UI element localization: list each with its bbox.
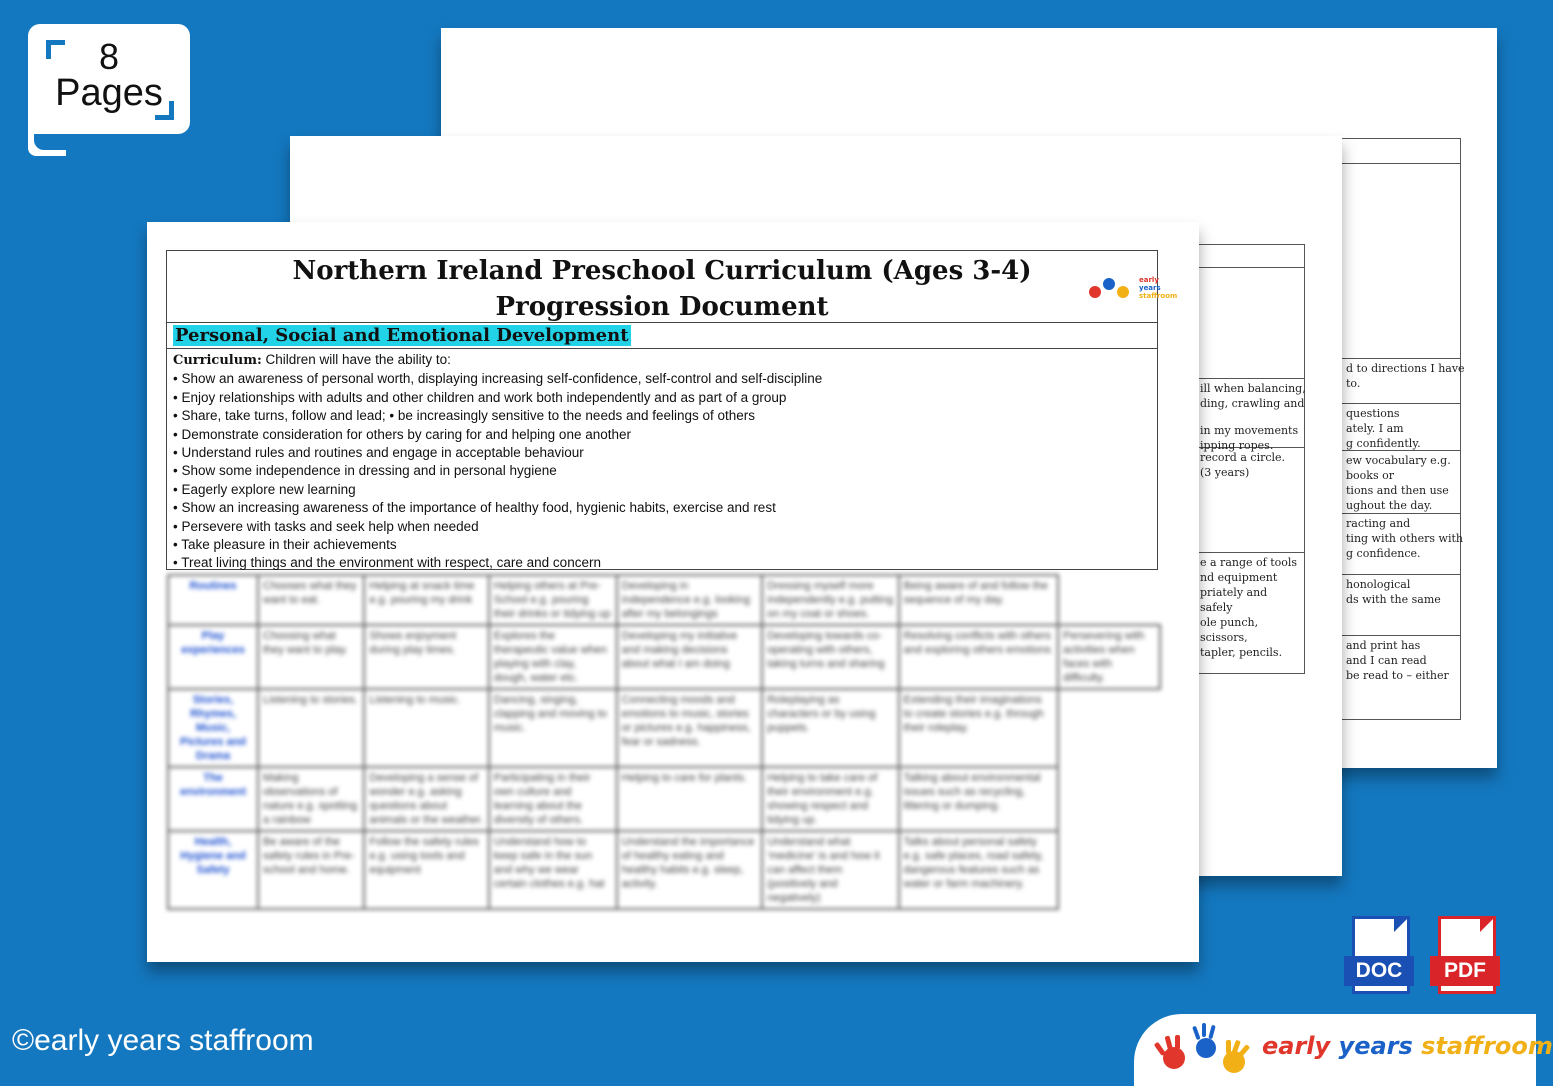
curriculum-intro: Children will have the ability to:	[265, 352, 451, 367]
table-cell: Making observations of nature e.g. spotting a rainbow	[258, 767, 364, 831]
preview-page-front	[147, 222, 1199, 962]
peek-text: ding, crawling and	[1200, 397, 1305, 410]
brand-word-staffroom: staffroom	[1421, 1032, 1553, 1060]
peek-text: and print has	[1346, 639, 1421, 652]
curriculum-block	[167, 349, 1157, 575]
table-cell: Listening to stories.	[258, 689, 364, 767]
small-logo-hand-red	[1089, 286, 1101, 298]
page-count-badge	[28, 24, 190, 134]
blurred-progression-table	[167, 574, 1161, 904]
small-logo-icon	[1087, 272, 1177, 308]
back-page-table	[1341, 138, 1465, 720]
small-logo-word-2: years	[1139, 284, 1161, 292]
table-cell: Resolving conflicts with others and exploring others emotions	[899, 625, 1059, 689]
pdf-file-icon	[1430, 916, 1500, 1006]
section-title: Personal, Social and Emotional Development	[175, 325, 629, 346]
table-cell: Understand what 'medicine' is and how it can affect them (positively and negatively)	[762, 831, 898, 909]
peek-text: ipping ropes.	[1200, 439, 1274, 452]
table-cell: Being aware of and follow the sequence of my day.	[899, 575, 1059, 625]
curriculum-bullet: • Show an increasing awareness of the importance of healthy food, hygienic habits, exercise and rest	[173, 500, 776, 516]
peek-text: (3 years)	[1200, 466, 1250, 479]
table-cell: Helping others at Pre-School e.g. pouring their drinks or tidying up	[489, 575, 617, 625]
peek-text: record a circle.	[1200, 451, 1286, 464]
peek-text: tapler, pencils.	[1200, 646, 1283, 659]
table-cell: Choosing what they want to play.	[258, 625, 364, 689]
curriculum-bullet: • Persevere with tasks and seek help when needed	[173, 518, 479, 534]
small-logo-hand-blue	[1103, 278, 1115, 290]
curriculum-bullet: • Share, take turns, follow and lead; • be increasingly sensitive to the needs and feelings of others	[173, 408, 756, 424]
table-cell: Developing in independence e.g. looking after my belongings	[617, 575, 763, 625]
page-count: 8	[98, 36, 120, 77]
peek-text: racting and	[1346, 517, 1411, 530]
curriculum-bullet: • Eagerly explore new learning	[173, 481, 356, 497]
peek-text: in my movements	[1200, 424, 1299, 437]
curriculum-bullet: • Show an awareness of personal worth, displaying increasing self-confidence, self-control and self-discipline	[173, 371, 823, 387]
table-cell: Helping to care for plants.	[617, 767, 763, 831]
peek-text: nd equipment	[1200, 571, 1278, 584]
small-logo-hand-yellow	[1117, 286, 1129, 298]
table-cell: Dressing myself more independently e.g. putting on my coat or shoes.	[762, 575, 898, 625]
small-logo-word-1: early	[1139, 276, 1159, 284]
brand-word-early: early	[1262, 1032, 1331, 1060]
table-row	[168, 689, 1160, 767]
table-cell: Developing a sense of wonder e.g. asking questions about animals or the weather.	[364, 767, 488, 831]
section-header	[167, 323, 1157, 349]
peek-text: priately and safely	[1200, 586, 1268, 614]
peek-text: ew vocabulary e.g.	[1346, 454, 1451, 467]
document-title: Northern Ireland Preschool Curriculum (Ages 3-4) Progression Document	[167, 251, 1157, 323]
doc-label: DOC	[1344, 956, 1414, 986]
peek-text: e a range of tools	[1200, 556, 1298, 569]
red-hand-icon	[1154, 1035, 1185, 1069]
table-cell: Helping at snack time e.g. pouring my drink	[364, 575, 488, 625]
table-cell: Explores the therapeutic value when playing with clay, dough, water etc.	[489, 625, 617, 689]
peek-text: to.	[1346, 377, 1361, 390]
table-cell: Follow the safety rules e.g. using tools and equipment	[364, 831, 488, 909]
table-cell: Understand how to keep safe in the sun and why we wear certain clothes e.g. hat	[489, 831, 617, 909]
table-cell: Listening to music.	[364, 689, 488, 767]
peek-text: ill when balancing,	[1200, 382, 1306, 395]
curriculum-bullet: • Show some independence in dressing and in personal hygiene	[173, 463, 557, 479]
table-cell: Understand the importance of healthy eating and healthy habits e.g. sleep, activity.	[617, 831, 763, 909]
page-count-label: Pages	[55, 72, 163, 114]
peek-text: ole punch, scissors,	[1200, 616, 1259, 644]
peek-text: honological	[1346, 578, 1411, 591]
row-header: Health, Hygiene and Safety	[168, 831, 258, 909]
row-header: Routines	[168, 575, 258, 625]
table-cell: Developing towards co-operating with others, taking turns and sharing	[762, 625, 898, 689]
table-cell: Developing my initiative and making decisions about what I am doing	[617, 625, 763, 689]
table-cell: Participating in their own culture and learning about the diversity of others.	[489, 767, 617, 831]
table-cell: Persevering with activities when faces with difficulty.	[1058, 625, 1160, 689]
curriculum-label: Curriculum:	[173, 353, 262, 368]
table-row	[168, 625, 1160, 689]
table-row	[168, 767, 1160, 831]
curriculum-bullet: • Enjoy relationships with adults and other children and work both independently and as part of a group	[173, 389, 787, 405]
peek-text: ds with the same	[1346, 593, 1441, 606]
peek-text: ting with others with	[1346, 532, 1463, 545]
peek-text: ately. I am	[1346, 422, 1404, 435]
table-row	[168, 831, 1160, 909]
peek-text: g confidence.	[1346, 547, 1421, 560]
progression-table	[167, 574, 1161, 910]
table-cell: Extending their imaginations to create stories e.g. through their roleplay.	[899, 689, 1059, 767]
brand-word-years: years	[1338, 1032, 1413, 1060]
peek-text: d to directions I have	[1346, 362, 1465, 375]
curriculum-bullet: • Take pleasure in their achievements	[173, 537, 397, 553]
middle-page-table	[1195, 244, 1305, 674]
curriculum-bullet: • Understand rules and routines and engage in acceptable behaviour	[173, 445, 584, 461]
copyright-text: ©early years staffroom	[12, 1024, 314, 1057]
pdf-label: PDF	[1430, 956, 1500, 986]
table-row	[168, 575, 1160, 625]
brand-name	[1262, 1032, 1553, 1060]
table-cell: Connecting moods and emotions to music, stories or pictures e.g. happiness, fear or sadness.	[617, 689, 763, 767]
row-header: Play experiences	[168, 625, 258, 689]
table-cell: Talking about environmental issues such as recycling, littering or dumping.	[899, 767, 1059, 831]
peek-text: ughout the day.	[1346, 499, 1433, 512]
curriculum-bullet: • Demonstrate consideration for others by caring for and helping one another	[173, 426, 631, 442]
table-cell: Shows enjoyment during play times.	[364, 625, 488, 689]
table-cell: Dancing, singing, clapping and moving to music.	[489, 689, 617, 767]
yellow-hand-icon	[1223, 1040, 1250, 1073]
peek-text: books or	[1346, 469, 1394, 482]
peek-text: g confidently.	[1346, 437, 1421, 450]
file-type-icons	[1344, 916, 1514, 1008]
curriculum-bullet: • Treat living things and the environment with respect, care and concern	[173, 555, 601, 571]
table-cell: Be aware of the safety rules in Pre-school and home.	[258, 831, 364, 909]
table-cell: Talks about personal safety e.g. safe places, road safety, dangerous features such as water or farm machinery.	[899, 831, 1059, 909]
peek-text: be read to – either	[1346, 669, 1449, 682]
blue-hand-icon	[1192, 1023, 1216, 1058]
hands-logo-icon	[1148, 1020, 1258, 1080]
peek-text: questions	[1346, 407, 1400, 420]
brand-logo	[1134, 1014, 1553, 1086]
table-cell: Roleplaying as characters or by using puppets.	[762, 689, 898, 767]
document-frame	[166, 250, 1158, 570]
row-header: Stories, Rhymes, Music, Pictures and Drama	[168, 689, 258, 767]
peek-text: and I can read	[1346, 654, 1427, 667]
table-cell: Helping to take care of their environment e.g. showing respect and tidying up.	[762, 767, 898, 831]
small-logo-word-3: staffroom	[1139, 292, 1178, 300]
peek-text: tions and then use	[1346, 484, 1449, 497]
row-header: The environment	[168, 767, 258, 831]
table-cell: Chooses what they want to eat.	[258, 575, 364, 625]
doc-file-icon	[1344, 916, 1414, 1006]
